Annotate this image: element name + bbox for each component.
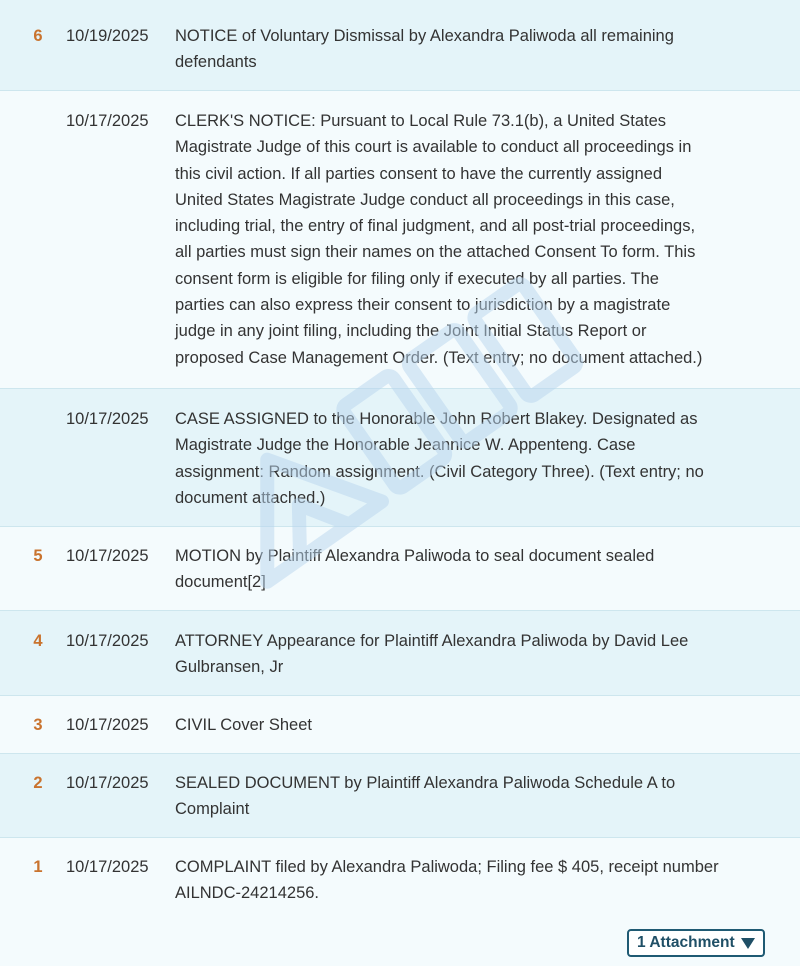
entry-text-line: CASE ASSIGNED to the Honorable John Robert Blakey. Designated as bbox=[175, 410, 698, 428]
entry-number: 6 bbox=[33, 27, 43, 45]
entry-text-line: AILNDC-24214256. bbox=[175, 884, 320, 903]
entry-text bbox=[175, 406, 785, 511]
entry-date: 10/17/2025 bbox=[66, 858, 149, 876]
entry-text bbox=[175, 108, 785, 371]
docket-entry bbox=[0, 91, 800, 389]
docket-entry bbox=[0, 611, 800, 696]
entry-text-line: MOTION by Plaintiff Alexandra Paliwoda to seal document sealed bbox=[175, 547, 655, 565]
entry-text-line: ATTORNEY Appearance for Plaintiff Alexandra Paliwoda by David Lee bbox=[175, 632, 689, 650]
entry-text-line: SEALED DOCUMENT by Plaintiff Alexandra Paliwoda Schedule A to bbox=[175, 774, 676, 792]
entry-text-line: document attached.) bbox=[175, 488, 326, 507]
entry-date: 10/17/2025 bbox=[66, 632, 149, 650]
entry-text-line: assignment: Random assignment. (Civil Category Three). (Text entry; no bbox=[175, 462, 704, 481]
entry-date: 10/17/2025 bbox=[66, 112, 149, 130]
entry-text-line: United States Magistrate Judge conduct all proceedings in this case, bbox=[175, 190, 675, 209]
entry-text-line: Gulbransen, Jr bbox=[175, 658, 284, 677]
entry-text-line: consent form is eligible for filing only if executed by all parties. The bbox=[175, 269, 659, 288]
entry-text bbox=[175, 712, 785, 738]
entry-text bbox=[175, 854, 785, 907]
entry-text bbox=[175, 628, 785, 681]
docket-entry bbox=[0, 0, 800, 91]
entry-number: 2 bbox=[33, 774, 43, 792]
entry-text-line: parties can also express their consent to jurisdiction by a magistrate bbox=[175, 296, 671, 315]
docket-entry bbox=[0, 527, 800, 611]
docket-entry bbox=[0, 696, 800, 754]
entry-date: 10/17/2025 bbox=[66, 774, 149, 792]
entry-date: 10/17/2025 bbox=[66, 716, 149, 734]
entry-text-line: document[2] bbox=[175, 573, 266, 592]
docket-entry bbox=[0, 389, 800, 527]
entry-number: 4 bbox=[33, 632, 43, 650]
entry-date: 10/17/2025 bbox=[66, 547, 149, 565]
entry-text-line: proposed Case Management Order. (Text entry; no document attached.) bbox=[175, 348, 703, 367]
entry-text bbox=[175, 770, 785, 823]
entry-text-line: all parties must sign their names on the attached Consent To form. This bbox=[175, 243, 696, 262]
entry-number: 5 bbox=[33, 547, 43, 565]
entry-date: 10/19/2025 bbox=[66, 27, 149, 45]
entry-text-line: this civil action. If all parties consent to have the currently assigned bbox=[175, 164, 662, 183]
entry-text-line: Magistrate Judge the Honorable Jeannice W. Appenteng. Case bbox=[175, 436, 636, 455]
entry-date: 10/17/2025 bbox=[66, 410, 149, 428]
docket-entry bbox=[0, 754, 800, 838]
entry-text-line: judge in any joint filing, including the Joint Initial Status Report or bbox=[175, 322, 647, 341]
entry-text-line: Magistrate Judge of this court is available to conduct all proceedings in bbox=[175, 138, 692, 157]
entry-text bbox=[175, 543, 785, 596]
entry-text bbox=[175, 23, 785, 76]
attachment-button-label: 1 Attachment bbox=[637, 934, 735, 951]
entry-text-line: CLERK'S NOTICE: Pursuant to Local Rule 73.1(b), a United States bbox=[175, 112, 667, 130]
entry-text-line: defendants bbox=[175, 53, 257, 72]
entry-text-line: CIVIL Cover Sheet bbox=[175, 716, 312, 734]
entry-text-line: Complaint bbox=[175, 800, 250, 819]
entry-text-line: including trial, the entry of final judgment, and all post-trial proceedings, bbox=[175, 217, 696, 236]
entry-text-line: COMPLAINT filed by Alexandra Paliwoda; Filing fee $ 405, receipt number bbox=[175, 858, 719, 876]
caret-down-icon bbox=[741, 938, 755, 949]
entry-number: 3 bbox=[33, 716, 43, 734]
entry-number: 1 bbox=[33, 858, 43, 876]
attachment-toggle-button[interactable] bbox=[627, 929, 765, 957]
entry-text-line: NOTICE of Voluntary Dismissal by Alexandra Paliwoda all remaining bbox=[175, 27, 674, 45]
